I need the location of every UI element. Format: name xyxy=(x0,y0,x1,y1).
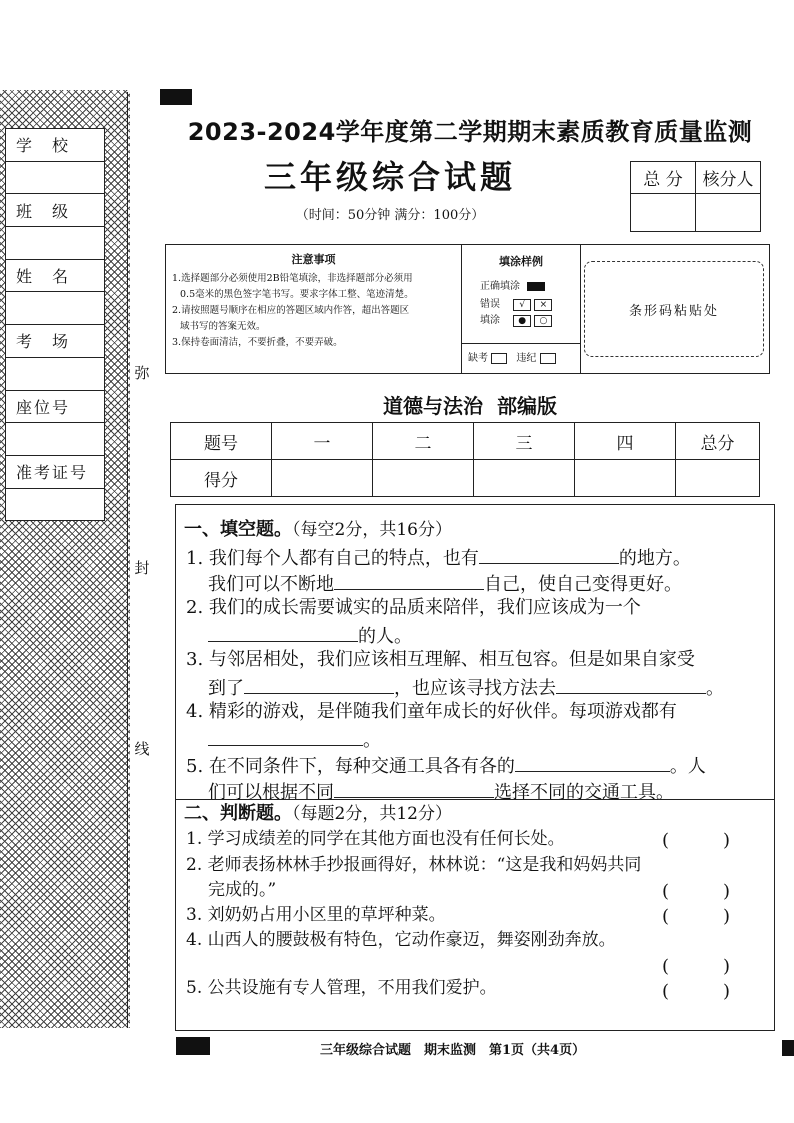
correct-fill-label: 正确填涂 xyxy=(480,281,520,292)
answer-blank[interactable] xyxy=(244,673,394,694)
section-divider xyxy=(176,799,774,800)
question-3b: 到了 ，也应该寻找方法去 。 xyxy=(208,673,724,702)
checker-label: 核分人 xyxy=(696,162,761,194)
seal-char-xian: 线 xyxy=(131,738,153,759)
exam-room-field[interactable] xyxy=(6,357,105,390)
question-5a: 5. 在不同条件下，每种交通工具各有各的 。人 xyxy=(186,751,706,780)
notice-item: 0.5毫米的黑色签字笔书写。要求字体工整、笔迹清楚。 xyxy=(180,289,414,300)
section1-note: （每空2分，共16分） xyxy=(292,520,452,540)
seal-line xyxy=(127,92,128,1028)
answer-blank[interactable] xyxy=(479,543,619,564)
page-footer: 三年级综合试题 期末监测 第1页（共4页） xyxy=(320,1043,586,1058)
question-5b: 们可以根据不同 选择不同的交通工具。 xyxy=(208,777,674,806)
violation-checkbox[interactable] xyxy=(540,353,556,364)
cross-mark-icon: × xyxy=(534,299,552,311)
name-field[interactable] xyxy=(6,292,105,325)
section2-title: 二、判断题。 xyxy=(184,803,292,824)
notice-item: 域书写的答案无效。 xyxy=(180,321,266,332)
answer-blank[interactable] xyxy=(334,777,494,798)
question-area xyxy=(175,504,775,1031)
question-3a: 3. 与邻居相处，我们应该相互理解、相互包容。但是如果自家受 xyxy=(186,649,695,670)
check-mark-icon: √ xyxy=(513,299,531,311)
judge-answer-3[interactable]: ( ) xyxy=(662,906,731,927)
judge-item-4: 4. 山西人的腰鼓极有特色，它动作豪迈，舞姿刚劲奔放。 xyxy=(186,930,616,950)
score-cell[interactable] xyxy=(474,460,575,497)
notice-item: 2.请按照题号顺序在相应的答题区域内作答，超出答题区 xyxy=(172,305,410,316)
subject-edition: 部编版 xyxy=(497,394,557,418)
score-row-label: 得分 xyxy=(171,460,272,497)
judge-item-5: 5. 公共设施有专人管理，不用我们爱护。 xyxy=(186,978,497,998)
section-score-table xyxy=(170,422,760,497)
judge-answer-5[interactable]: ( ) xyxy=(662,981,731,1002)
name-label: 姓 名 xyxy=(6,259,105,292)
exam-time-score: （时间：50分钟 满分：100分） xyxy=(295,208,485,223)
correct-fill-mark xyxy=(527,282,545,291)
exam-subtitle: 三年级综合试题 xyxy=(263,158,516,196)
subject-title xyxy=(300,390,640,419)
seat-number-label: 座位号 xyxy=(6,390,105,423)
judge-answer-4[interactable]: ( ) xyxy=(662,956,731,977)
score-col-header: 四 xyxy=(575,423,676,460)
answer-blank[interactable] xyxy=(208,725,363,746)
admission-number-field[interactable] xyxy=(6,488,105,521)
score-col-header: 题号 xyxy=(171,423,272,460)
score-cell[interactable] xyxy=(575,460,676,497)
wrong-fill-label: 错误 xyxy=(480,299,500,310)
score-cell[interactable] xyxy=(373,460,474,497)
filled-circle-icon: ● xyxy=(513,315,531,327)
question-1a: 1. 我们每个人都有自己的特点，也有 的地方。 xyxy=(186,543,691,572)
score-cell[interactable] xyxy=(272,460,373,497)
total-score-box xyxy=(630,161,761,232)
student-info-table xyxy=(5,128,105,521)
exam-room-label: 考 场 xyxy=(6,325,105,358)
empty-circle-icon: ○ xyxy=(534,315,552,327)
judge-answer-1[interactable]: ( ) xyxy=(662,830,731,851)
answer-blank[interactable] xyxy=(515,751,670,772)
total-score-field[interactable] xyxy=(631,194,696,232)
exam-title: 2023-2024学年度第二学期期末素质教育质量监测 xyxy=(187,118,753,146)
absent-label: 缺考 xyxy=(468,353,488,364)
section2-note: （每题2分，共12分） xyxy=(292,804,452,824)
question-4b: 。 xyxy=(208,725,381,754)
fill-sample xyxy=(462,245,581,373)
notice-item: 1.选择题部分必须使用2B铅笔填涂，非选择题部分必须用 xyxy=(172,273,413,284)
admission-number-label: 准考证号 xyxy=(6,455,105,488)
notice-title: 注意事项 xyxy=(291,253,336,266)
answer-blank[interactable] xyxy=(556,673,706,694)
subject-name: 道德与法治 xyxy=(383,394,483,418)
wrong-fill-label-2: 填涂 xyxy=(480,315,500,326)
violation-label: 违纪 xyxy=(516,353,537,364)
school-label: 学 校 xyxy=(6,129,105,162)
judge-item-2: 2. 老师表扬林林手抄报画得好，林林说：“这是我和妈妈共同 xyxy=(186,855,642,875)
score-col-header: 总分 xyxy=(676,423,760,460)
question-2a: 2. 我们的成长需要诚实的品质来陪伴，我们应该成为一个 xyxy=(186,597,641,618)
judge-answer-2[interactable]: ( ) xyxy=(662,881,731,902)
question-2b: 的人。 xyxy=(208,621,412,650)
answer-blank[interactable] xyxy=(334,569,484,590)
question-1b: 我们可以不断地 自己，使自己变得更好。 xyxy=(208,569,682,598)
score-col-header: 二 xyxy=(373,423,474,460)
section1-heading xyxy=(184,517,452,543)
notice-item: 3.保持卷面清洁，不要折叠，不要弄破。 xyxy=(172,337,343,348)
judge-item-3: 3. 刘奶奶占用小区里的草坪种菜。 xyxy=(186,905,446,925)
score-cell[interactable] xyxy=(676,460,760,497)
answer-blank[interactable] xyxy=(208,621,358,642)
section1-title: 一、填空题。 xyxy=(184,519,292,540)
notice-panel xyxy=(165,244,770,374)
checker-field[interactable] xyxy=(696,194,761,232)
notice-instructions xyxy=(166,245,462,373)
seat-number-field[interactable] xyxy=(6,423,105,456)
judge-item-2-cont: 完成的。” xyxy=(208,880,277,900)
seal-char-mi: 弥 xyxy=(131,362,153,383)
judge-item-1: 1. 学习成绩差的同学在其他方面也没有任何长处。 xyxy=(186,829,565,849)
score-col-header: 三 xyxy=(474,423,575,460)
barcode-area: 条形码粘贴处 xyxy=(584,261,764,357)
fill-sample-title: 填涂样例 xyxy=(499,255,543,268)
school-field[interactable] xyxy=(6,161,105,194)
alignment-marker-bottom xyxy=(176,1037,210,1055)
section2-heading xyxy=(184,801,452,827)
alignment-marker-top xyxy=(160,89,192,105)
absent-checkbox[interactable] xyxy=(491,353,507,364)
alignment-marker-bottom-right xyxy=(782,1040,794,1056)
class-label: 班 级 xyxy=(6,194,105,227)
score-col-header: 一 xyxy=(272,423,373,460)
question-4a: 4. 精彩的游戏，是伴随我们童年成长的好伙伴。每项游戏都有 xyxy=(186,701,677,722)
total-score-label: 总 分 xyxy=(631,162,696,194)
seal-char-feng: 封 xyxy=(131,557,153,578)
class-field[interactable] xyxy=(6,227,105,260)
